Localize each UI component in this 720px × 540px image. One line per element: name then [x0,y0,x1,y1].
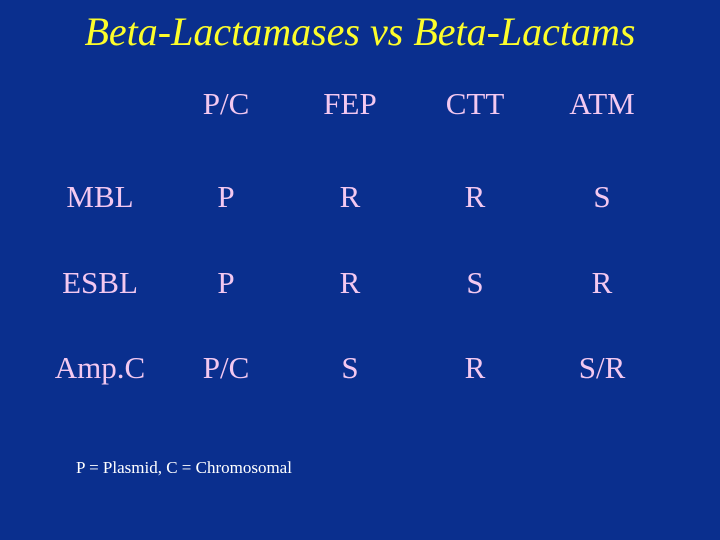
table-cell: R [464,350,486,385]
table-cell: P [217,265,235,300]
column-header-ctt: CTT [445,86,505,121]
footnote: P = Plasmid, C = Chromosomal [76,458,292,477]
column-header-pc: P/C [202,86,250,121]
table-cell: P/C [202,350,250,385]
slide-title: Beta-Lactamases vs Beta-Lactams [84,9,636,54]
row-label-ampc: Amp.C [54,350,146,385]
table-cell: R [339,265,361,300]
table-cell: S/R [578,350,626,385]
table-cell: P [217,179,235,214]
table-cell: S [466,265,484,300]
column-header-fep: FEP [323,86,377,121]
column-header-atm: ATM [569,86,635,121]
row-label-mbl: MBL [66,179,134,214]
table-cell: R [591,265,613,300]
table-cell: S [341,350,359,385]
table-cell: R [339,179,361,214]
table-cell: R [464,179,486,214]
row-label-esbl: ESBL [62,265,138,300]
table-cell: S [593,179,611,214]
